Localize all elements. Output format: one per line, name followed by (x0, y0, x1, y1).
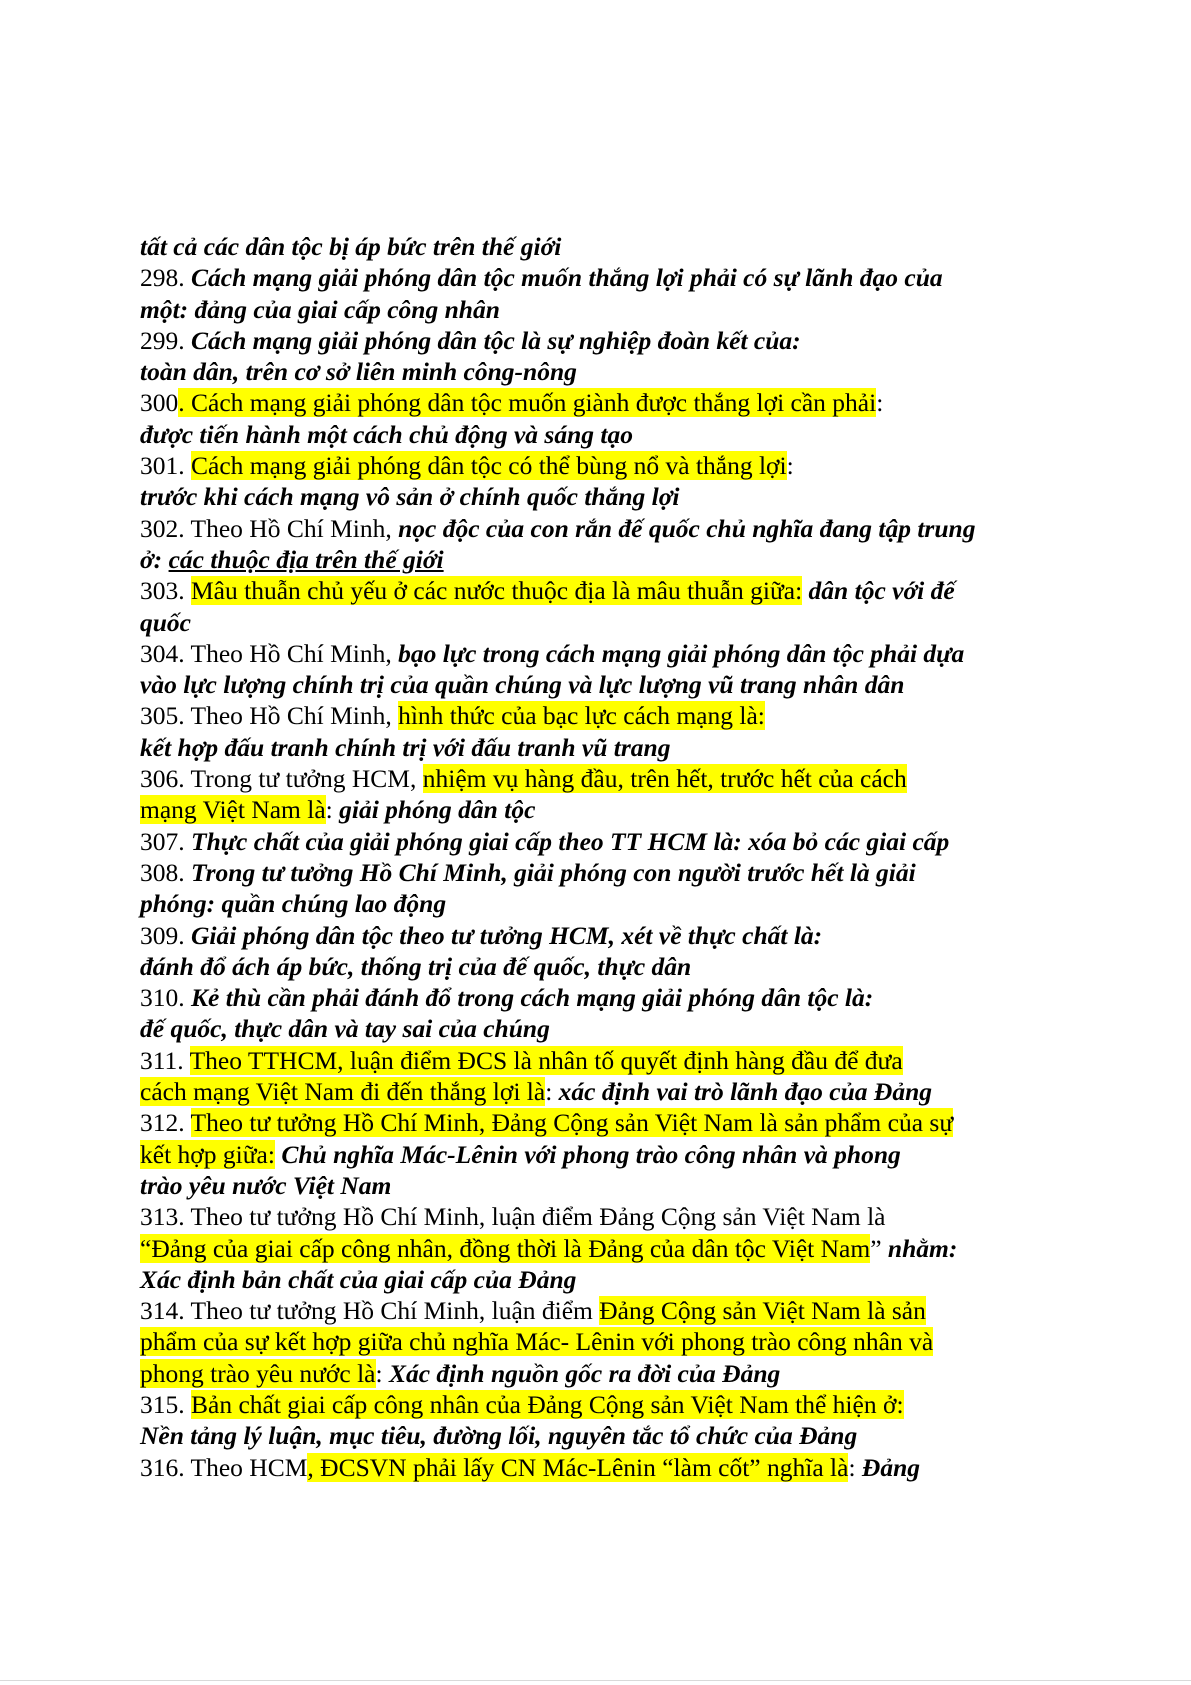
page-bottom-divider (0, 1680, 1191, 1681)
text-line (140, 638, 1070, 669)
answer-text: phóng: quần chúng lao động (140, 889, 447, 919)
question-text: : (876, 388, 884, 418)
text-line (140, 262, 1070, 293)
answer-text: Chủ nghĩa Mác-Lênin với phong trào công nhân và phong (281, 1139, 901, 1169)
text-line (140, 1326, 1070, 1357)
answer-text: nhằm: (887, 1233, 958, 1263)
text-line (140, 826, 1070, 857)
text-line (140, 1013, 1070, 1044)
text-line (140, 794, 1070, 825)
answer-text: vào lực lượng chính trị của quần chúng và lực lượng vũ trang nhân dân (140, 670, 905, 700)
highlighted-text: kết hợp giữa: (140, 1139, 275, 1169)
text-line (140, 982, 1070, 1013)
text-line (140, 1295, 1070, 1326)
text-line (140, 450, 1070, 481)
question-text: : (375, 1358, 389, 1388)
highlighted-text: “Đảng của giai cấp công nhân, đồng thời là Đảng của dân tộc Việt Nam (140, 1233, 871, 1263)
question-text: 299. (140, 325, 191, 355)
question-text: 308. (140, 857, 191, 887)
answer-text: dân tộc với đế (802, 576, 955, 606)
text-line (140, 1264, 1070, 1295)
text-line (140, 1045, 1070, 1076)
text-line (140, 387, 1070, 418)
answer-text: Trong tư tưởng Hồ Chí Minh, giải phóng con người trước hết là giải (191, 857, 916, 887)
answer-text: Cách mạng giải phóng dân tộc là sự nghiệp đoàn kết của: (191, 325, 801, 355)
answer-text: Xác định nguồn gốc ra đời của Đảng (388, 1358, 781, 1388)
document-body (140, 231, 1070, 1483)
question-text: 314. Theo tư tưởng Hồ Chí Minh, luận điểm (140, 1296, 600, 1326)
question-text: 298. (140, 263, 191, 293)
text-line (140, 481, 1070, 512)
text-line (140, 951, 1070, 982)
text-line (140, 763, 1070, 794)
highlighted-text: Theo tư tưởng Hồ Chí Minh, Đảng Cộng sản Việt Nam là sản phẩm của sự (190, 1108, 954, 1138)
text-line (140, 294, 1070, 325)
text-line (140, 1358, 1070, 1389)
answer-text: Xác định bản chất của giai cấp của Đảng (140, 1264, 577, 1294)
answer-text: kết hợp đấu tranh chính trị với đấu tranh vũ trang (140, 732, 671, 762)
question-text: 301. (140, 451, 191, 481)
question-text: : (545, 1077, 559, 1107)
question-text: : (786, 451, 794, 481)
answer-text: được tiến hành một cách chủ động và sáng tạo (140, 419, 633, 449)
answer-text: đế quốc, thực dân và tay sai của chúng (140, 1014, 550, 1044)
highlighted-text: . Cách mạng giải phóng dân tộc muốn giành được thắng lợi cần phải (178, 388, 877, 418)
answer-text: nọc độc của con rắn đế quốc chủ nghĩa đang tập trung (398, 513, 976, 543)
highlighted-text: Đảng Cộng sản Việt Nam là sản (599, 1296, 926, 1326)
answer-text: trước khi cách mạng vô sản ở chính quốc thắng lợi (140, 482, 680, 512)
text-line (140, 325, 1070, 356)
question-text: 316. Theo HCM (140, 1452, 308, 1482)
answer-text: xác định vai trò lãnh đạo của Đảng (558, 1077, 933, 1107)
answer-text: Thực chất của giải phóng giai cấp theo TT HCM là: xóa bỏ các giai cấp (191, 826, 950, 856)
highlighted-text: Theo TTHCM, luận điểm ĐCS là nhân tố quyết định hàng đầu để đưa (189, 1045, 903, 1075)
text-line (140, 575, 1070, 606)
answer-text: Giải phóng dân tộc theo tư tưởng HCM, xét về thực chất là: (191, 920, 823, 950)
text-line (140, 1233, 1070, 1264)
question-text: 305. Theo Hồ Chí Minh, (140, 701, 399, 731)
text-line (140, 669, 1070, 700)
answer-text: ở: (140, 544, 169, 574)
text-line (140, 231, 1070, 262)
question-text: 304. Theo Hồ Chí Minh, (140, 638, 399, 668)
highlighted-text: phẩm của sự kết hợp giữa chủ nghĩa Mác- Lênin với phong trào công nhân và (140, 1327, 934, 1357)
question-text: 303. (140, 576, 191, 606)
text-line (140, 607, 1070, 638)
text-line (140, 1139, 1070, 1170)
question-text: 311. (140, 1045, 190, 1075)
question-text: : (848, 1452, 862, 1482)
highlighted-text: phong trào yêu nước là (140, 1358, 376, 1388)
question-text: 306. Trong tư tưởng HCM, (140, 764, 423, 794)
text-line (140, 513, 1070, 544)
question-text: 300 (140, 388, 179, 418)
question-text: : (325, 795, 340, 825)
highlighted-text: cách mạng Việt Nam đi đến thắng lợi là (140, 1077, 546, 1107)
text-line (140, 1420, 1070, 1451)
question-text: 302. Theo Hồ Chí Minh, (140, 513, 399, 543)
text-line (140, 1389, 1070, 1420)
question-text: 315. (140, 1389, 191, 1419)
answer-text: Kẻ thù cần phải đánh đổ trong cách mạng giải phóng dân tộc là: (191, 983, 874, 1013)
answer-text: trào yêu nước Việt Nam (140, 1170, 392, 1200)
text-line (140, 356, 1070, 387)
text-line (140, 857, 1070, 888)
answer-text: Cách mạng giải phóng dân tộc muốn thắng lợi phải có sự lãnh đạo của (191, 263, 943, 293)
answer-text: đánh đổ ách áp bức, thống trị của đế quốc, thực dân (140, 951, 692, 981)
highlighted-text: mạng Việt Nam là (140, 795, 326, 825)
question-text: 307. (140, 826, 191, 856)
highlighted-text: hình thức của bạc lực cách mạng là: (398, 701, 765, 731)
text-line (140, 920, 1070, 951)
answer-text: bạo lực trong cách mạng giải phóng dân tộc phải dựa (398, 638, 965, 668)
text-line (140, 419, 1070, 450)
highlighted-text: Cách mạng giải phóng dân tộc có thể bùng nổ và thắng lợi (191, 451, 787, 481)
answer-text: các thuộc địa trên thế giới (168, 544, 444, 574)
text-line (140, 544, 1070, 575)
question-text: ” (870, 1233, 888, 1263)
question-text: 310. (140, 983, 191, 1013)
highlighted-text: , ĐCSVN phải lấy CN Mác-Lênin “làm cốt” nghĩa là (307, 1452, 849, 1482)
question-text: 312. (140, 1108, 191, 1138)
text-line (140, 1170, 1070, 1201)
highlighted-text: Mâu thuẫn chủ yếu ở các nước thuộc địa là mâu thuẫn giữa: (191, 576, 803, 606)
text-line (140, 1107, 1070, 1138)
question-text: 313. Theo tư tưởng Hồ Chí Minh, luận điểm Đảng Cộng sản Việt Nam là (140, 1202, 886, 1232)
highlighted-text: nhiệm vụ hàng đầu, trên hết, trước hết của cách (422, 764, 907, 794)
answer-text: quốc (140, 607, 191, 637)
question-text: 309. (140, 920, 191, 950)
text-line (140, 1201, 1070, 1232)
answer-text: giải phóng dân tộc (339, 795, 536, 825)
text-line (140, 732, 1070, 763)
highlighted-text: Bản chất giai cấp công nhân của Đảng Cộng sản Việt Nam thể hiện ở: (191, 1389, 904, 1419)
answer-text: tất cả các dân tộc bị áp bức trên thế giới (140, 232, 562, 261)
text-line (140, 888, 1070, 919)
text-line (140, 1076, 1070, 1107)
answer-text: một: đảng của giai cấp công nhân (140, 294, 500, 324)
text-line (140, 1452, 1070, 1483)
answer-text: toàn dân, trên cơ sở liên minh công-nông (140, 357, 577, 387)
answer-text: Đảng (861, 1452, 921, 1482)
answer-text: Nền tảng lý luận, mục tiêu, đường lối, nguyên tắc tổ chức của Đảng (140, 1421, 858, 1451)
text-line (140, 700, 1070, 731)
